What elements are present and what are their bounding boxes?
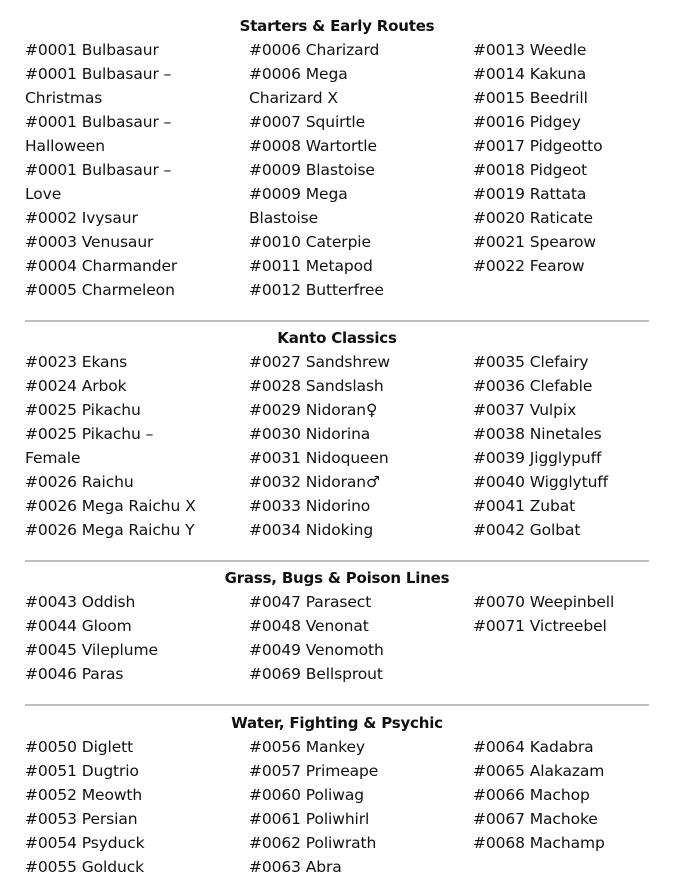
list-item: #0021 Spearow (473, 233, 596, 251)
list-item: #0031 Nidoqueen (249, 449, 389, 467)
list-item: #0047 Parasect (249, 593, 372, 611)
list-item: #0067 Machoke (473, 810, 598, 828)
section-grass-column-3 (473, 590, 676, 638)
list-item: #0008 Wartortle (249, 137, 377, 155)
list-item: #0036 Clefable (473, 377, 593, 395)
section-kanto-column-2 (249, 350, 464, 542)
list-item: #0013 Weedle (473, 41, 587, 59)
list-item: #0056 Mankey (249, 738, 365, 756)
list-item: #0006 Mega Charizard X (249, 65, 348, 107)
list-item: #0019 Rattata (473, 185, 587, 203)
list-item: #0007 Squirtle (249, 113, 366, 131)
list-item: #0063 Abra (249, 858, 342, 876)
section-title-water-fighting-psychic: Water, Fighting & Psychic (231, 714, 443, 732)
list-item: #0003 Venusaur (25, 233, 154, 251)
section-starters-column-1 (25, 38, 240, 302)
section-starters-column-3 (473, 38, 676, 278)
section-water-column-3 (473, 735, 676, 855)
list-item: #0037 Vulpix (473, 401, 577, 419)
list-item: #0049 Venomoth (249, 641, 384, 659)
section-grass-column-2 (249, 590, 464, 686)
list-item: #0027 Sandshrew (249, 353, 391, 371)
list-item: #0039 Jigglypuff (473, 449, 602, 467)
section-title-grass-bugs-poison: Grass, Bugs & Poison Lines (224, 569, 450, 587)
section-divider (25, 704, 649, 706)
list-item: #0046 Paras (25, 665, 124, 683)
list-item: #0048 Venonat (249, 617, 369, 635)
list-item: #0018 Pidgeot (473, 161, 588, 179)
list-item: #0015 Beedrill (473, 89, 588, 107)
list-item: #0012 Butterfree (249, 281, 384, 299)
list-item: #0010 Caterpie (249, 233, 371, 251)
list-item: #0014 Kakuna (473, 65, 587, 83)
section-divider (25, 560, 649, 562)
list-item: #0020 Raticate (473, 209, 593, 227)
list-item: #0026 Raichu (25, 473, 134, 491)
list-item: #0053 Persian (25, 810, 138, 828)
section-kanto-column-3 (473, 350, 676, 542)
list-item: #0040 Wigglytuff (473, 473, 609, 491)
list-item: #0011 Metapod (249, 257, 373, 275)
list-item: #0066 Machop (473, 786, 590, 804)
list-item: #0025 Pikachu – Female (25, 425, 154, 467)
section-title-starters: Starters & Early Routes (239, 17, 435, 35)
section-grass-column-1 (25, 590, 240, 686)
list-item: #0034 Nidoking (249, 521, 374, 539)
list-item: #0001 Bulbasaur – Love (25, 161, 172, 203)
list-item: #0029 Nidoran♀ (249, 401, 378, 419)
list-item: #0017 Pidgeotto (473, 137, 603, 155)
list-item: #0026 Mega Raichu X (25, 497, 196, 515)
list-item: #0068 Machamp (473, 834, 605, 852)
section-water-column-2 (249, 735, 464, 879)
list-item: #0054 Psyduck (25, 834, 145, 852)
list-item: #0055 Golduck (25, 858, 145, 876)
list-item: #0033 Nidorino (249, 497, 371, 515)
list-item: #0035 Clefairy (473, 353, 589, 371)
list-item: #0057 Primeape (249, 762, 379, 780)
list-item: #0016 Pidgey (473, 113, 581, 131)
list-item: #0009 Blastoise (249, 161, 375, 179)
list-item: #0028 Sandslash (249, 377, 384, 395)
list-item: #0032 Nidoran♂ (249, 473, 380, 491)
list-item: #0024 Arbok (25, 377, 127, 395)
list-item: #0022 Fearow (473, 257, 585, 275)
list-item: #0042 Golbat (473, 521, 581, 539)
list-item: #0061 Poliwhirl (249, 810, 370, 828)
section-kanto-column-1 (25, 350, 240, 542)
section-divider (25, 320, 649, 322)
list-item: #0045 Vileplume (25, 641, 158, 659)
list-item: #0030 Nidorina (249, 425, 371, 443)
list-item: #0043 Oddish (25, 593, 136, 611)
list-item: #0006 Charizard (249, 41, 380, 59)
list-item: #0001 Bulbasaur (25, 41, 159, 59)
list-item: #0065 Alakazam (473, 762, 605, 780)
section-title-kanto-classics: Kanto Classics (277, 329, 397, 347)
list-item: #0069 Bellsprout (249, 665, 383, 683)
list-item: #0001 Bulbasaur – Christmas (25, 65, 172, 107)
list-item: #0009 Mega Blastoise (249, 185, 348, 227)
list-item: #0004 Charmander (25, 257, 178, 275)
list-item: #0002 Ivysaur (25, 209, 138, 227)
list-item: #0052 Meowth (25, 786, 143, 804)
list-item: #0044 Gloom (25, 617, 132, 635)
list-item: #0023 Ekans (25, 353, 128, 371)
list-item: #0050 Diglett (25, 738, 134, 756)
list-item: #0071 Victreebel (473, 617, 607, 635)
list-item: #0026 Mega Raichu Y (25, 521, 195, 539)
list-item: #0005 Charmeleon (25, 281, 175, 299)
list-item: #0064 Kadabra (473, 738, 594, 756)
list-item: #0060 Poliwag (249, 786, 364, 804)
list-item: #0062 Poliwrath (249, 834, 377, 852)
section-starters-column-2 (249, 38, 464, 302)
list-item: #0025 Pikachu (25, 401, 141, 419)
section-water-column-1 (25, 735, 240, 879)
list-item: #0038 Ninetales (473, 425, 602, 443)
list-item: #0041 Zubat (473, 497, 576, 515)
list-item: #0070 Weepinbell (473, 593, 615, 611)
list-item: #0001 Bulbasaur – Halloween (25, 113, 172, 155)
list-item: #0051 Dugtrio (25, 762, 139, 780)
